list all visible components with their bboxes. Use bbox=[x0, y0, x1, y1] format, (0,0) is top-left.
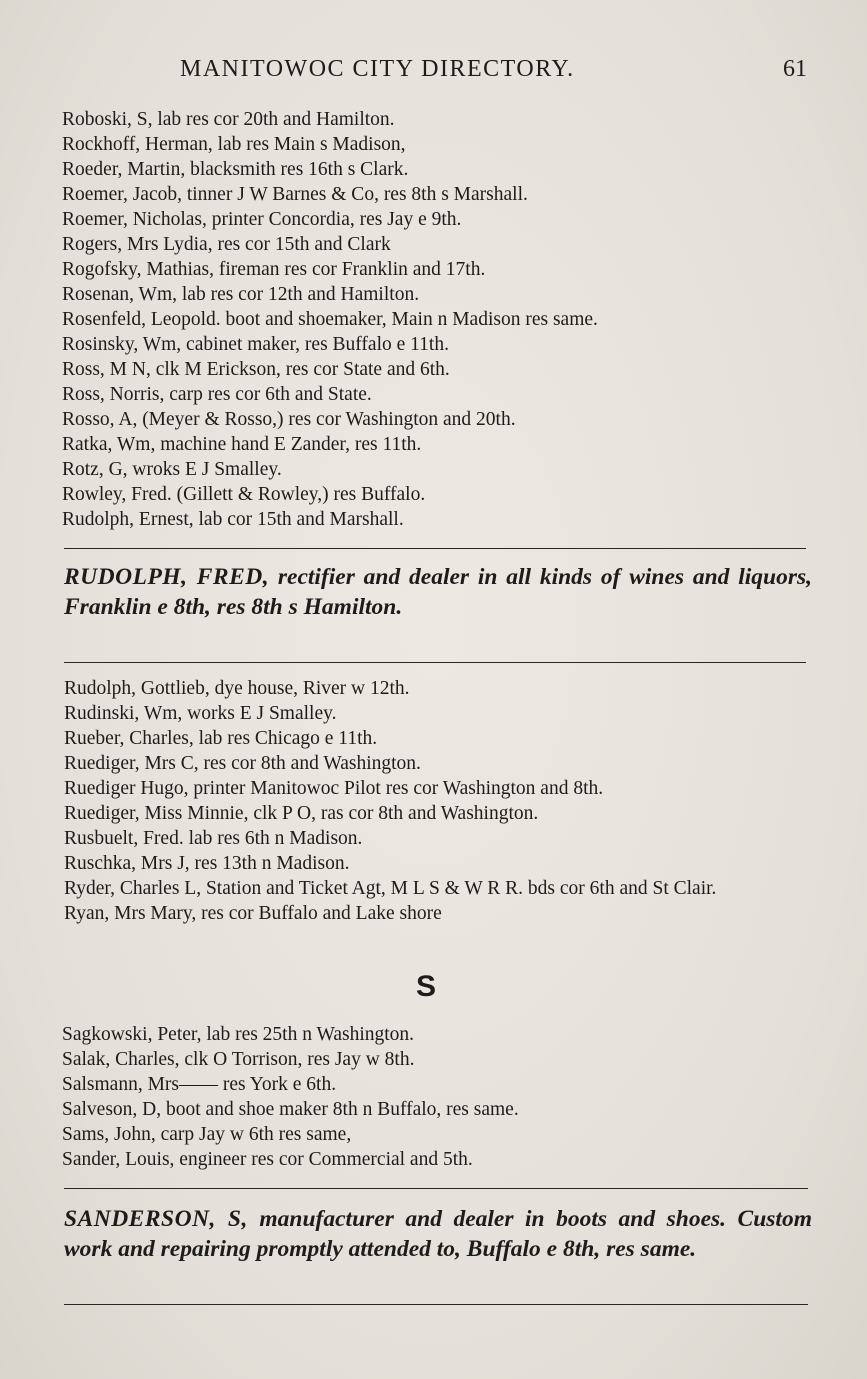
directory-entry: Ryder, Charles L, Station and Ticket Agt, M L S & W R R. bds cor 6th and St Clair. bbox=[64, 878, 717, 899]
directory-entry: Roemer, Nicholas, printer Concordia, res Jay e 9th. bbox=[62, 209, 462, 230]
directory-entry: Roemer, Jacob, tinner J W Barnes & Co, res 8th s Marshall. bbox=[62, 184, 528, 205]
directory-entry: Rudolph, Gottlieb, dye house, River w 12th. bbox=[64, 678, 410, 699]
directory-entry: Ruediger, Miss Minnie, clk P O, ras cor 8th and Washington. bbox=[64, 803, 539, 824]
divider-rule bbox=[64, 1188, 808, 1189]
directory-entry: Ratka, Wm, machine hand E Zander, res 11th. bbox=[62, 434, 422, 455]
directory-entry: Rogers, Mrs Lydia, res cor 15th and Clark bbox=[62, 234, 391, 255]
directory-entry: Salveson, D, boot and shoe maker 8th n Buffalo, res same. bbox=[62, 1099, 519, 1120]
directory-entry: Ruediger, Mrs C, res cor 8th and Washington. bbox=[64, 753, 421, 774]
directory-entry: Sagkowski, Peter, lab res 25th n Washington. bbox=[62, 1024, 415, 1045]
directory-entry: Roeder, Martin, blacksmith res 16th s Clark. bbox=[62, 159, 409, 180]
ad-business-name: SANDERSON, S, bbox=[64, 1206, 248, 1232]
directory-entry: Rudinski, Wm, works E J Smalley. bbox=[64, 703, 337, 724]
running-title: MANITOWOC CITY DIRECTORY. bbox=[180, 56, 575, 82]
directory-entry: Rudolph, Ernest, lab cor 15th and Marshall. bbox=[62, 509, 404, 530]
directory-entry: Rosinsky, Wm, cabinet maker, res Buffalo e 11th. bbox=[62, 334, 449, 355]
directory-entry: Rogofsky, Mathias, fireman res cor Franklin and 17th. bbox=[62, 259, 486, 280]
divider-rule bbox=[64, 1304, 808, 1305]
directory-entry: Salsmann, Mrs—— res York e 6th. bbox=[62, 1074, 337, 1095]
directory-entry: Ross, Norris, carp res cor 6th and State. bbox=[62, 384, 372, 405]
page-header bbox=[0, 56, 867, 86]
ad-description: rectifier and dealer in all kinds of wines and liquors, Franklin e 8th, res 8th s Hamilton. bbox=[64, 564, 812, 620]
divider-rule bbox=[64, 548, 806, 549]
divider-rule bbox=[64, 662, 806, 663]
directory-entry: Sander, Louis, engineer res cor Commercial and 5th. bbox=[62, 1149, 473, 1170]
directory-entry: Rosenfeld, Leopold. boot and shoemaker, Main n Madison res same. bbox=[62, 309, 598, 330]
directory-entry: Rosso, A, (Meyer & Rosso,) res cor Washington and 20th. bbox=[62, 409, 516, 430]
directory-entry: Sams, John, carp Jay w 6th res same, bbox=[62, 1124, 352, 1145]
directory-entry: Roboski, S, lab res cor 20th and Hamilton. bbox=[62, 109, 395, 130]
ad-business-name: RUDOLPH, FRED, bbox=[64, 564, 270, 590]
directory-entry: Rockhoff, Herman, lab res Main s Madison, bbox=[62, 134, 406, 155]
directory-entry: Ruschka, Mrs J, res 13th n Madison. bbox=[64, 853, 350, 874]
directory-entry: Ross, M N, clk M Erickson, res cor State and 6th. bbox=[62, 359, 450, 380]
entries-before-ad bbox=[62, 107, 822, 532]
page-number: 61 bbox=[783, 56, 807, 82]
section-letter-heading: S bbox=[416, 970, 437, 1003]
directory-entry: Rosenan, Wm, lab res cor 12th and Hamilton. bbox=[62, 284, 420, 305]
directory-entry: Rowley, Fred. (Gillett & Rowley,) res Buffalo. bbox=[62, 484, 426, 505]
directory-entry: Ruediger Hugo, printer Manitowoc Pilot res cor Washington and 8th. bbox=[64, 778, 604, 799]
directory-entry: Rusbuelt, Fred. lab res 6th n Madison. bbox=[64, 828, 363, 849]
directory-entry: Rueber, Charles, lab res Chicago e 11th. bbox=[64, 728, 378, 749]
entries-after-ad bbox=[64, 676, 824, 926]
directory-entry: Ryan, Mrs Mary, res cor Buffalo and Lake shore bbox=[64, 903, 442, 924]
ad-description: manufacturer and dealer in boots and shoes. Custom work and repairing promptly attended to, Buffalo e 8th, res same. bbox=[64, 1206, 812, 1262]
entries-letter-s bbox=[62, 1022, 822, 1172]
directory-entry: Salak, Charles, clk O Torrison, res Jay w 8th. bbox=[62, 1049, 415, 1070]
advertisement-sanderson bbox=[64, 1204, 812, 1264]
advertisement-rudolph bbox=[64, 562, 812, 622]
directory-entry: Rotz, G, wroks E J Smalley. bbox=[62, 459, 282, 480]
